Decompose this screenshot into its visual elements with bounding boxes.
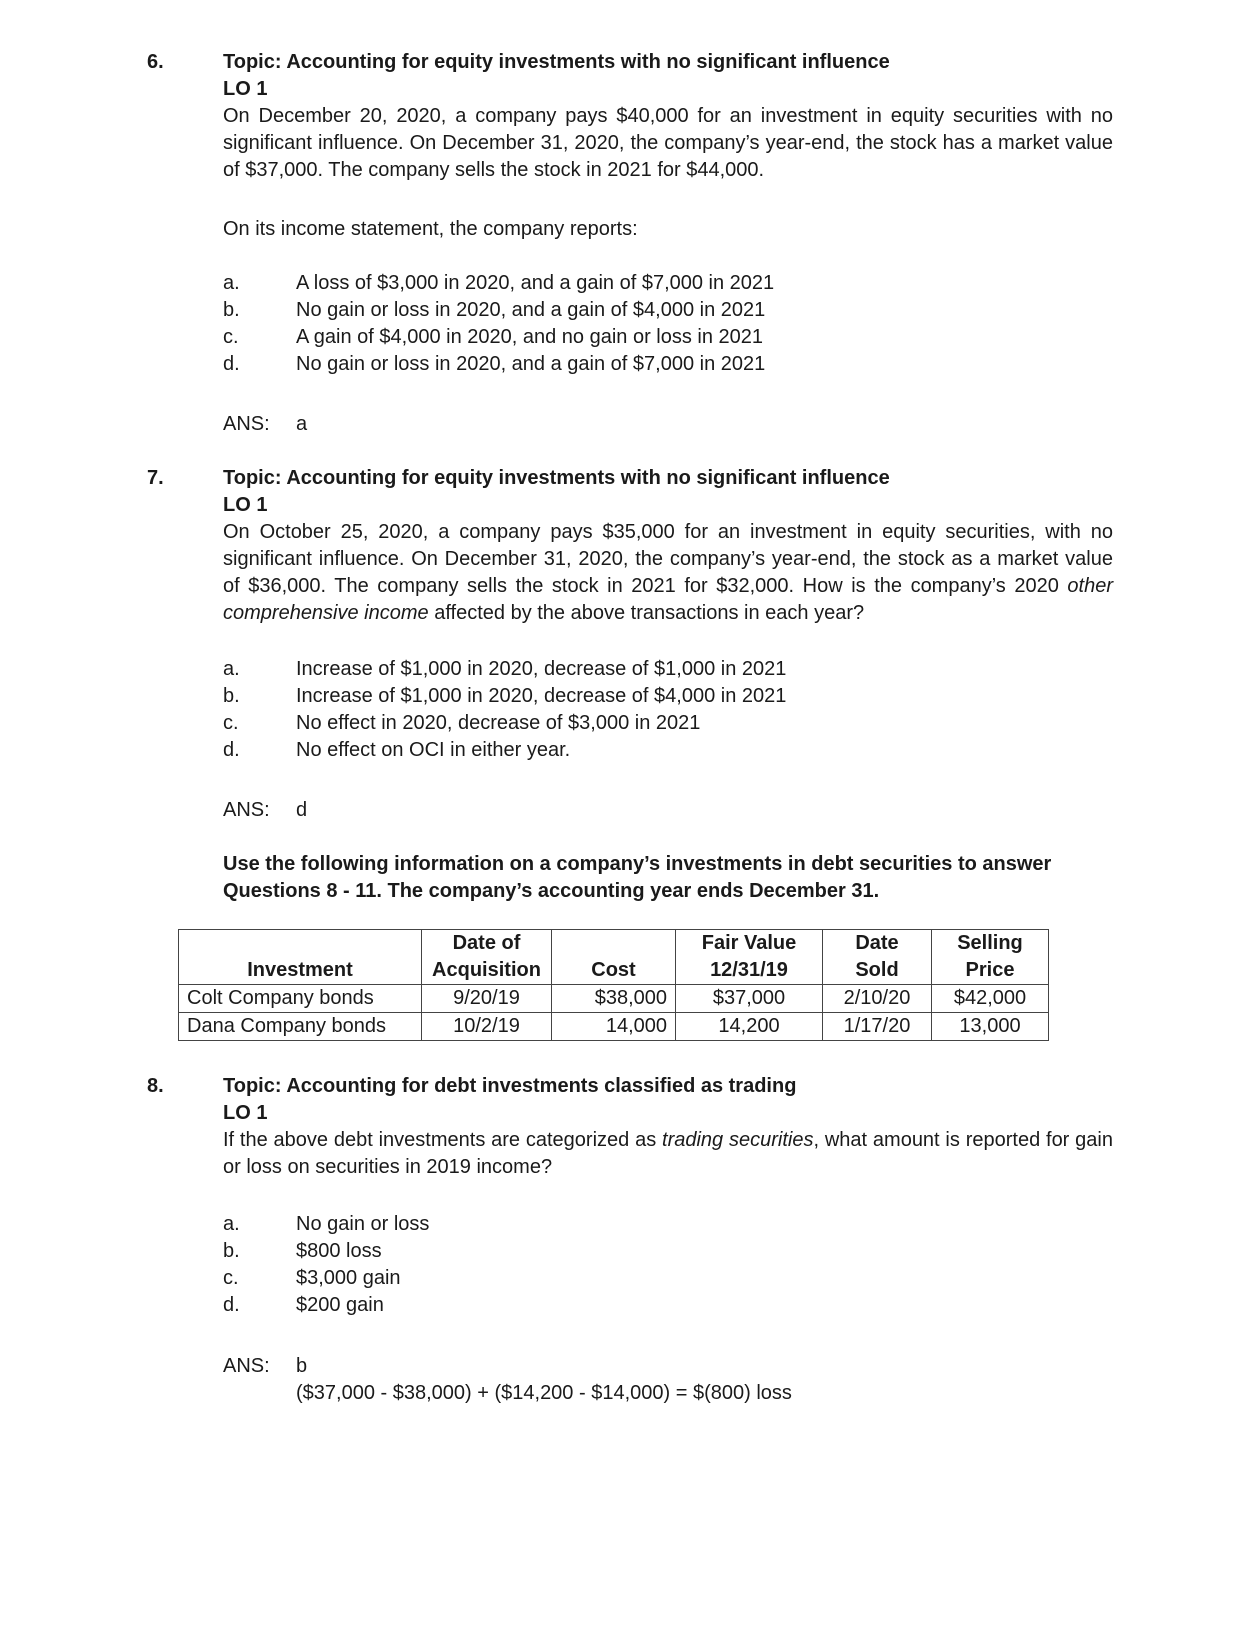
header-selling-price-top: Selling bbox=[932, 930, 1049, 958]
cell-selling-price: 13,000 bbox=[932, 1013, 1049, 1041]
cell-fair-value: 14,200 bbox=[676, 1013, 823, 1041]
stem-text: If the above debt investments are categorized as bbox=[223, 1129, 663, 1151]
question-6-header bbox=[223, 49, 1113, 184]
choice-text: A gain of $4,000 in 2020, and no gain or loss in 2021 bbox=[296, 326, 764, 348]
question-8-number: 8. bbox=[147, 1075, 164, 1097]
choice-letter: a. bbox=[223, 658, 240, 680]
question-6-stem: On December 20, 2020, a company pays $40,000 for an investment in equity securities with no significant influence. On December 31, 2020, the company’s year-end, the stock has a market value of $37,000. The company sells the stock in 2021 for $44,000. bbox=[223, 105, 1113, 181]
stem-text: affected by the above transactions in each year? bbox=[428, 602, 865, 624]
cell-cost: $38,000 bbox=[552, 985, 676, 1013]
question-8-stem bbox=[223, 1127, 1113, 1181]
header-fair-value-top: Fair Value bbox=[676, 930, 823, 958]
choice-letter: c. bbox=[223, 326, 239, 348]
header-selling-price: Price bbox=[932, 957, 1049, 985]
choice-letter: c. bbox=[223, 1267, 239, 1289]
answer-value: b bbox=[296, 1355, 308, 1377]
answer-explanation: ($37,000 - $38,000) + ($14,200 - $14,000) = $(800) loss bbox=[296, 1382, 792, 1404]
cell-date-sold: 2/10/20 bbox=[823, 985, 932, 1013]
choice-text: No gain or loss in 2020, and a gain of $4,000 in 2021 bbox=[296, 299, 766, 321]
question-6-lo: LO 1 bbox=[223, 78, 268, 100]
debt-securities-intro: Use the following information on a company’s investments in debt securities to answer Questions 8 - 11. The company’s accounting year ends December 31. bbox=[223, 853, 1052, 902]
question-7-number: 7. bbox=[147, 467, 164, 489]
header-date-sold: Sold bbox=[823, 957, 932, 985]
question-7-topic: Topic: Accounting for equity investments with no significant influence bbox=[223, 467, 890, 489]
choice-letter: b. bbox=[223, 1240, 240, 1262]
header-acquisition: Acquisition bbox=[422, 957, 552, 985]
stem-emphasis: other comprehensive income bbox=[223, 575, 1113, 624]
header-investment-top bbox=[179, 930, 422, 958]
answer-label: ANS: bbox=[223, 413, 270, 435]
choice-text: No gain or loss in 2020, and a gain of $7,000 in 2021 bbox=[296, 353, 766, 375]
header-investment: Investment bbox=[179, 957, 422, 985]
choice-letter: a. bbox=[223, 272, 240, 294]
cell-investment: Dana Company bonds bbox=[179, 1013, 422, 1041]
cell-acquisition: 9/20/19 bbox=[422, 985, 552, 1013]
choice-letter: d. bbox=[223, 353, 240, 375]
choice-text: No effect in 2020, decrease of $3,000 in 2021 bbox=[296, 712, 701, 734]
table-row bbox=[179, 1013, 1049, 1041]
answer-value: a bbox=[296, 413, 308, 435]
choice-letter: d. bbox=[223, 1294, 240, 1316]
choice-letter: b. bbox=[223, 685, 240, 707]
stem-text: On October 25, 2020, a company pays $35,000 for an investment in equity securities, with no significant influence. On December 31, 2020, the company’s year-end, the stock as a market value of $36,000. The company sells the stock in 2021 for $32,000. How is the company’s 2020 bbox=[223, 521, 1113, 597]
question-8-topic: Topic: Accounting for debt investments classified as trading bbox=[223, 1075, 797, 1097]
table-header-row bbox=[179, 957, 1049, 985]
header-cost: Cost bbox=[552, 957, 676, 985]
cell-investment: Colt Company bonds bbox=[179, 985, 422, 1013]
choice-text: $200 gain bbox=[296, 1294, 384, 1316]
header-acquisition-top: Date of bbox=[422, 930, 552, 958]
question-8-lo: LO 1 bbox=[223, 1102, 268, 1124]
stem-emphasis: trading securities bbox=[662, 1129, 814, 1151]
cell-acquisition: 10/2/19 bbox=[422, 1013, 552, 1041]
question-6-prompt: On its income statement, the company reports: bbox=[223, 218, 638, 240]
cell-cost: 14,000 bbox=[552, 1013, 676, 1041]
header-cost-top bbox=[552, 930, 676, 958]
choice-text: Increase of $1,000 in 2020, decrease of $4,000 in 2021 bbox=[296, 685, 787, 707]
cell-date-sold: 1/17/20 bbox=[823, 1013, 932, 1041]
answer-value: d bbox=[296, 799, 308, 821]
question-7-lo: LO 1 bbox=[223, 494, 268, 516]
choice-text: $3,000 gain bbox=[296, 1267, 401, 1289]
choice-text: No gain or loss bbox=[296, 1213, 430, 1235]
question-6-number: 6. bbox=[147, 51, 164, 73]
question-7-stem bbox=[223, 519, 1113, 627]
cell-selling-price: $42,000 bbox=[932, 985, 1049, 1013]
choice-letter: a. bbox=[223, 1213, 240, 1235]
stem-text: , what amount is reported for gain or loss on securities in 2019 income? bbox=[223, 1129, 1113, 1178]
answer-label: ANS: bbox=[223, 799, 270, 821]
question-7-header bbox=[223, 465, 1113, 627]
table-header-row bbox=[179, 930, 1049, 958]
choice-letter: d. bbox=[223, 739, 240, 761]
choice-letter: c. bbox=[223, 712, 239, 734]
choice-text: No effect on OCI in either year. bbox=[296, 739, 571, 761]
choice-text: A loss of $3,000 in 2020, and a gain of $7,000 in 2021 bbox=[296, 272, 775, 294]
debt-investments-table bbox=[178, 929, 1049, 1041]
choice-text: Increase of $1,000 in 2020, decrease of $1,000 in 2021 bbox=[296, 658, 787, 680]
choice-text: $800 loss bbox=[296, 1240, 382, 1262]
header-date-sold-top: Date bbox=[823, 930, 932, 958]
table-row bbox=[179, 985, 1049, 1013]
question-6-topic: Topic: Accounting for equity investments with no significant influence bbox=[223, 51, 890, 73]
header-fair-value: 12/31/19 bbox=[676, 957, 823, 985]
choice-letter: b. bbox=[223, 299, 240, 321]
cell-fair-value: $37,000 bbox=[676, 985, 823, 1013]
answer-label: ANS: bbox=[223, 1355, 270, 1377]
question-8-header bbox=[223, 1073, 1113, 1181]
